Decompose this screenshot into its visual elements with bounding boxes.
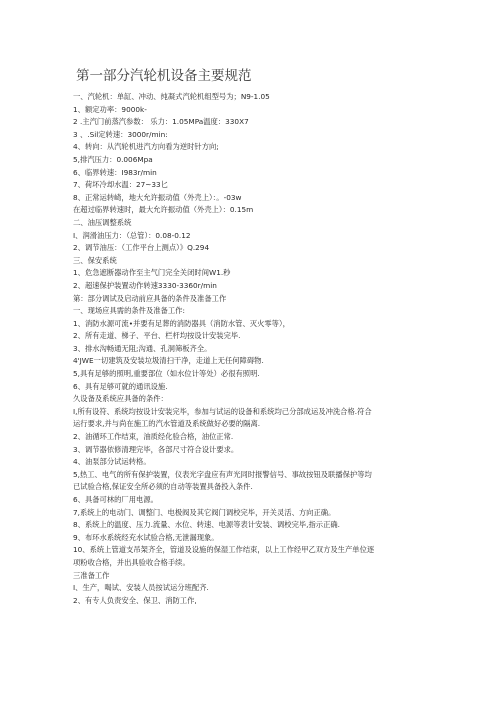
text-line: 9、布环水系统经充水试验合格,无泄漏现象。 <box>73 532 219 542</box>
text-line: 4、转向：从汽轮机进汽方向看为逆时针方向; <box>73 142 219 152</box>
text-line: 3、调节器依修清理完毕，各部尺寸符合设计要求。 <box>73 444 239 454</box>
text-line: 三、保安系统 <box>73 255 117 265</box>
text-line: 2、油循环工作结束，油质经化验合格，油位正常. <box>73 432 234 442</box>
text-line: 久设备及系统应具备的条件： <box>73 394 168 404</box>
text-line: 6、具备可林的厂用电源。 <box>73 495 158 504</box>
text-line: 二、油压调整系统 <box>73 217 132 227</box>
text-line: 6、临界转速：I983r/min <box>73 167 157 177</box>
text-line: 一、汽轮机：单缸、冲动、纯凝式汽轮机组型号为；N9-1.05 <box>73 92 270 101</box>
text-line: 3 、.Sil定转速：3000r/min: <box>73 129 168 139</box>
text-line: 三准备工作 <box>73 570 110 580</box>
text-line: 已试验合格,保证安全所必须的自动等装置具备投入条件. <box>73 482 253 492</box>
text-line: 在超过临界转速时，最大允许振动值（外壳上）：0.15m <box>73 205 254 215</box>
text-line: 2、调节油压：（工作平台上测点）》Q.294 <box>73 243 210 253</box>
text-line: I、润滑油压力：（总管）：0.08-0.12 <box>73 230 191 240</box>
text-line: 7,系统上的电动门、调整门、电极阀及其它阀门调校完毕，开关灵活、方向正确。 <box>73 507 336 517</box>
document-title: 第一部分汽轮机设备主要规范 <box>76 68 252 84</box>
document-body <box>73 91 472 607</box>
text-line: 2、有专人负责安全、保卫、消防工作, <box>73 595 197 605</box>
text-line: 7、荷坏冷却水温：27~33匕 <box>73 180 168 190</box>
text-line: 4'JWE一切建筑及安装垃圾清扫干净，走道上无任何障碍物. <box>73 356 264 366</box>
text-line: 5,排汽压力：0.006Mpa <box>73 154 153 164</box>
text-line: 1、消防水源可流•并要有足葬的消防器具（消防水管、灭火零等）， <box>73 318 290 328</box>
text-line: 2、所有走道、梯子、平台、栏杆均按设计安装完毕. <box>73 331 241 341</box>
text-line: 2 .主汽门前蒸汽参数： 乐力：1.05MPa温度：330X7 <box>73 117 249 127</box>
text-line: 运行要求,并与尚在施工的汽水管道及系统做好必要的隔离. <box>73 419 261 429</box>
text-line: 2、超速保护装置动作转速3330-3360r/min <box>73 280 217 290</box>
text-line: 10、系统上管道支吊架齐全，管道及设施的保湿工作结束，以上工作经甲乙双方及生产单位逐 <box>73 545 375 555</box>
text-line: 1、额定功率：9000k- <box>73 104 147 114</box>
text-line: I、生产，喝试、安装人员按试运分班配齐. <box>73 583 209 593</box>
text-line: 8、系统上的温度、压力.流量、水位、转速、电源等表计安装、调校完毕,指示正确. <box>73 520 340 530</box>
text-line: 第：部分调试及启动前应具备的条件及准备工作 <box>73 293 227 303</box>
text-line: 3、排水沟畅通无阻;沟通、孔洞筛板齐全。 <box>73 343 212 353</box>
text-line: 8、正常运转崎，地大允许振动值（外壳上）：。-03w <box>73 192 242 202</box>
text-line: 一、现场应具需的条件及准备工作: <box>73 306 185 316</box>
text-line: I,所有设符、系统均按设计安装完毕，参加与试运的设备和系统均己分部成运及冲洗合格.符合 <box>73 406 372 416</box>
text-line: 1、危急遮断器动作至主气门完全关闭时间W1.秒 <box>73 268 231 278</box>
text-line: 6、具有足够可就的通讯设施. <box>73 381 168 391</box>
text-line: 5,具有足够的照明,重要部位（如水位计等处）必很有照明. <box>73 369 260 379</box>
text-line: 项粉收合格，并出具验收合格手续。 <box>73 557 190 567</box>
text-line: 5,热工、电气的所有保护装置，仪表光字盘应有声光同时报警信号、事故按钮及联播保护等均 <box>73 469 372 479</box>
text-line: 4、油泵部分试运转格。 <box>73 457 151 467</box>
